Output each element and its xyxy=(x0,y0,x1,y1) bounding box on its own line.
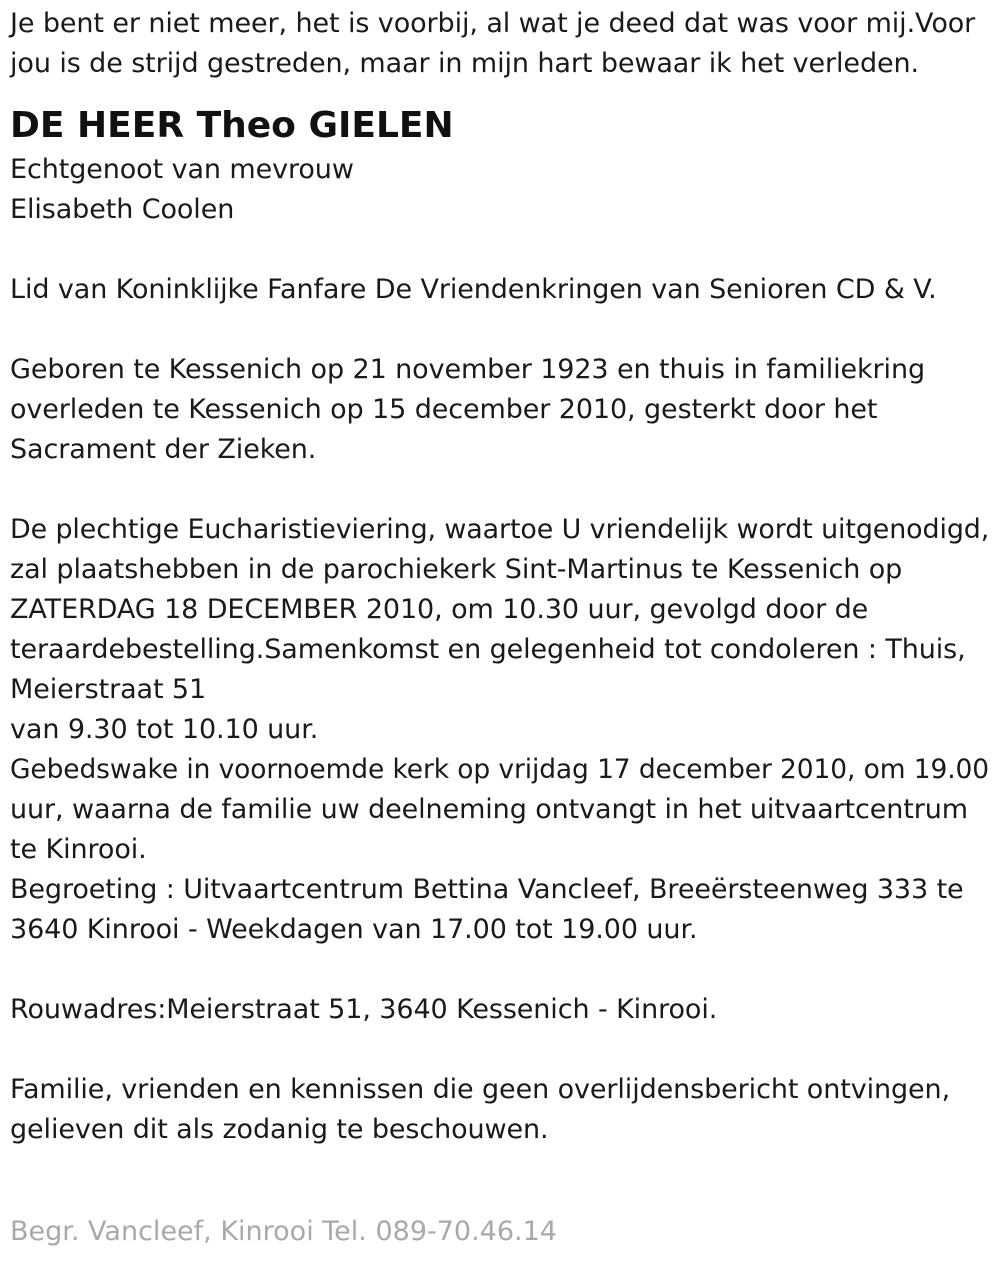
notice-line: Familie, vrienden en kennissen die geen overlijdensbericht ontvingen, xyxy=(10,1074,951,1105)
poem-line: Je bent er niet meer, het is voorbij, al wat je deed dat was voor mij.Voor xyxy=(10,8,976,39)
ceremony-line: uur, waarna de familie uw deelneming ontvangt in het uitvaartcentrum xyxy=(10,794,968,825)
ceremony-line: ZATERDAG 18 DECEMBER 2010, om 10.30 uur, gevolgd door de xyxy=(10,594,869,625)
spacer xyxy=(10,230,990,270)
poem xyxy=(10,4,990,84)
spacer xyxy=(10,1030,990,1070)
ceremony-line: zal plaatshebben in de parochiekerk Sint-Martinus te Kessenich op xyxy=(10,554,903,585)
spouse-line: Elisabeth Coolen xyxy=(10,194,235,225)
birth-death-paragraph xyxy=(10,350,990,470)
ceremony-line: Begroeting : Uitvaartcentrum Bettina Vancleef, Breeërsteenweg 333 te xyxy=(10,874,964,905)
spacer xyxy=(10,470,990,510)
spouse-line: Echtgenoot van mevrouw xyxy=(10,154,354,185)
ceremony-line: teraardebestelling.Samenkomst en gelegenheid tot condoleren : Thuis, xyxy=(10,634,966,665)
mourning-address-line: Rouwadres:Meierstraat 51, 3640 Kessenich - Kinrooi. xyxy=(10,994,718,1025)
spacer xyxy=(10,950,990,990)
ceremony-line: De plechtige Eucharistieviering, waartoe U vriendelijk wordt uitgenodigd, xyxy=(10,514,990,545)
notice-line: gelieven dit als zodanig te beschouwen. xyxy=(10,1114,549,1145)
ceremony-line: te Kinrooi. xyxy=(10,834,147,865)
spouse-info xyxy=(10,150,990,230)
spacer xyxy=(10,310,990,350)
birth-death-line: Sacrament der Zieken. xyxy=(10,434,317,465)
membership-line: Lid van Koninklijke Fanfare De Vriendenkringen van Senioren CD & V. xyxy=(10,274,937,305)
ceremony-paragraph xyxy=(10,510,990,950)
poem-line: jou is de strijd gestreden, maar in mijn hart bewaar ik het verleden. xyxy=(10,48,919,79)
ceremony-line: 3640 Kinrooi - Weekdagen van 17.00 tot 19.00 uur. xyxy=(10,914,698,945)
birth-death-line: overleden te Kessenich op 15 december 2010, gesterkt door het xyxy=(10,394,878,425)
funeral-home-footer: Begr. Vancleef, Kinrooi Tel. 089-70.46.14 xyxy=(10,1216,557,1247)
deceased-name-heading: DE HEER Theo GIELEN xyxy=(10,105,454,146)
birth-death-line: Geboren te Kessenich op 21 november 1923 en thuis in familiekring xyxy=(10,354,926,385)
ceremony-line: Gebedswake in voornoemde kerk op vrijdag 17 december 2010, om 19.00 xyxy=(10,754,990,785)
notice-paragraph xyxy=(10,1070,990,1150)
ceremony-line: Meierstraat 51 xyxy=(10,674,207,705)
ceremony-line: van 9.30 tot 10.10 uur. xyxy=(10,714,319,745)
